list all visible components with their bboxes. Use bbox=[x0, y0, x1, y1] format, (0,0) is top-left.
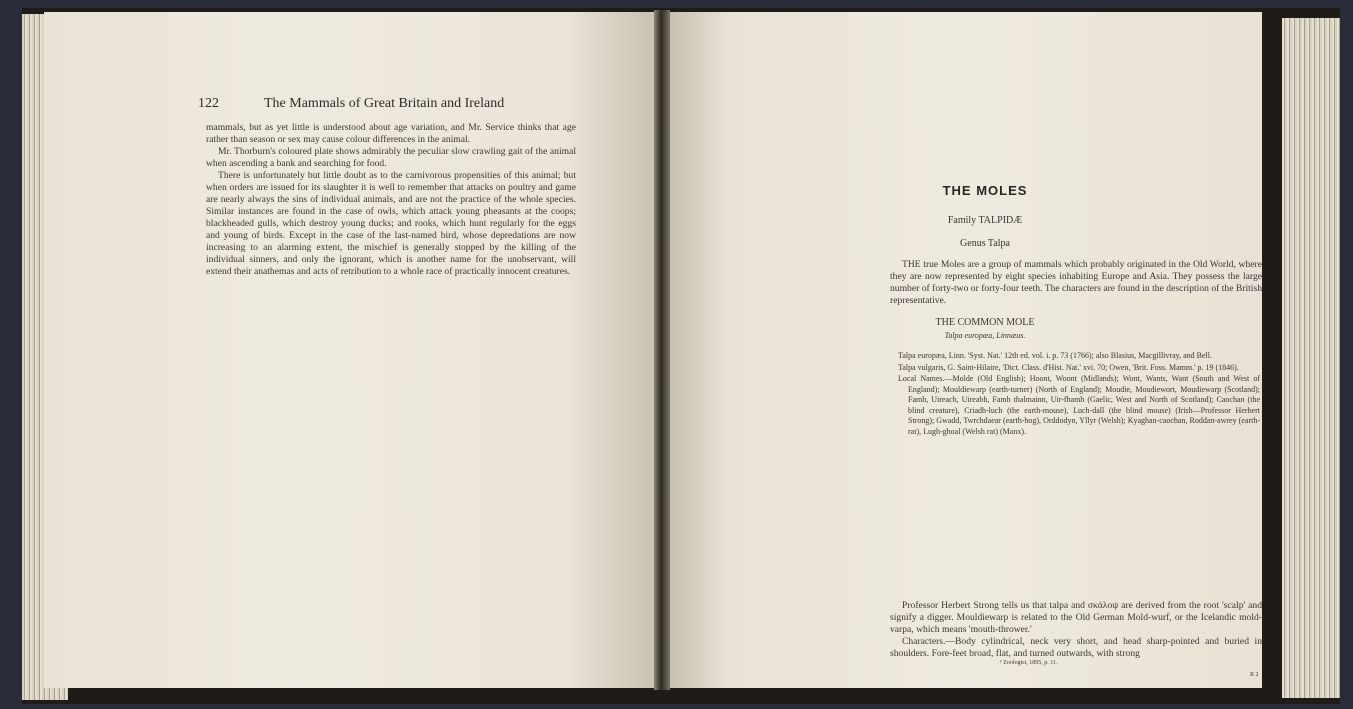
page-number: 122 bbox=[198, 96, 219, 111]
intro-text: THE true Moles are a group of mammals which probably originated in the Old World, where they are now represented by eight species inhabiting Europe and Asia. They possess the large number of forty-two or forty-four teeth. The characters are found in the description of the British representative. bbox=[890, 259, 1262, 306]
synonym-entry: Talpa europæa, Linn. 'Syst. Nat.' 12th ed. vol. i. p. 73 (1766); also Blasius, Macgillivray, and Bell. bbox=[898, 351, 1212, 360]
characters-paragraph: Characters.—Body cylindrical, neck very short, and head sharp-pointed and buried in shoulders. Fore-feet broad, flat, and turned outwards, with strong bbox=[890, 636, 1262, 659]
paragraph: There is unfortunately but little doubt as to the carnivorous propensities of this animal; but when orders are issued for its slaughter it is well to remember that attacks on poultry and game are nearly always the sins of individual animals, and are not the practice of the whole species. Similar instances are found in the case of owls, which attack young pheasants at the coops; blackheaded gulls, which destroy young ducks; and rooks, which hunt regularly for the eggs and young of birds. Except in the case of the last-named bird, whose depredations are now increasing to an alarming extent, the mischief is generally stopped by the killing of the individual sinners, and only the ignorant, which is another name for the unobservant, will extend their anathemas and acts of retribution to a whole race of practically innocent creatures. bbox=[206, 170, 576, 277]
intro-paragraph bbox=[890, 259, 1262, 307]
book-gutter bbox=[654, 10, 670, 690]
right-page bbox=[668, 12, 1262, 688]
running-head-title: The Mammals of Great Britain and Ireland bbox=[264, 96, 505, 111]
family-heading: Family TALPIDÆ bbox=[947, 215, 1023, 226]
footnote: ¹ Zoologist, 1895, p. 11. bbox=[1000, 660, 1058, 666]
page-edges-right bbox=[1282, 18, 1340, 698]
left-page-text bbox=[206, 122, 576, 278]
signature-mark: R 2 bbox=[1250, 672, 1259, 678]
paragraph: mammals, but as yet little is understood about age variation, and Mr. Service thinks that age rather than season or sex may cause colour differences in the animal. bbox=[206, 122, 576, 145]
running-head bbox=[198, 96, 558, 112]
etymology-paragraph: Professor Herbert Strong tells us that talpa and σκάλοψ are derived from the root 'scalp' and signify a digger. Mouldiewarp is related to the Old German Mold-wurf, or the Icelandic mold-varpa, which means 'mouth-thrower.' bbox=[890, 600, 1262, 635]
synonym-entry: Local Names.—Molde (Old English); Hoont, Woont (Midlands); Wont, Wants, Want (South and West of England); Mouldiewarp (earth-turner) (North of England); Moudie, Moudiewort, Moudiewarp (Scotland); Famh, Uireach, Uireabh, Famh thalmainn, Uir-fhamh (Gaelic, West and North of Scotland); Caochan (the blind creature), Criadh-luch (the earth-mouse), Luch-dall (the blind mouse) (Irish—Professor Herbert Strong); Gwadd, Twrchdaear (earth-hog), Orddodyn, Yllyr (Welsh); Kyaghan-caochan, Roddan-awrey (earth-rat), Lugh-ghoal (Welsh rat) (Manx). bbox=[898, 374, 1260, 436]
species-heading: THE COMMON MOLE bbox=[935, 317, 1035, 328]
paragraph: Mr. Thorburn's coloured plate shows admirably the peculiar slow crawling gait of the animal when ascending a bank and searching for food. bbox=[206, 146, 576, 169]
genus-heading: Genus Talpa bbox=[960, 238, 1010, 249]
synonym-entry: Talpa vulgaris, G. Saint-Hilaire, 'Dict. Class. d'Hist. Nat.' xvi. 70; Owen, 'Brit. Foss. Mamm.' p. 19 (1846). bbox=[898, 362, 1239, 372]
chapter-title: THE MOLES bbox=[942, 183, 1028, 198]
body-text bbox=[890, 600, 1262, 660]
left-page bbox=[44, 12, 656, 688]
species-name: Talpa europæa, Linnæus. bbox=[944, 331, 1026, 340]
synonymy-block bbox=[898, 351, 1260, 438]
